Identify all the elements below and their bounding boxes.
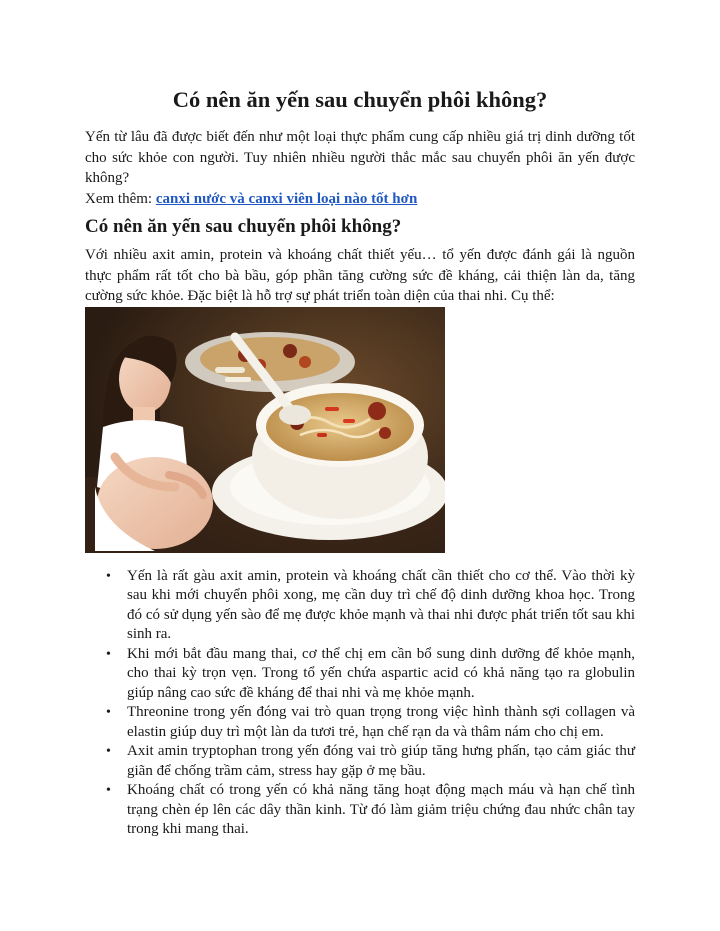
bullet-icon: • — [106, 744, 111, 759]
see-also-line — [85, 189, 635, 210]
list-item-text: Khi mới bắt đầu mang thai, cơ thể chị em cần bổ sung dinh dưỡng để khỏe mạnh, cho thai kỳ trọn vẹn. Trong tổ yến chứa aspartic acid có khả năng tạo ra globulin giúp nâng cao sức đề kháng để thai nhi và mẹ khỏe mạnh. — [127, 645, 635, 701]
list-item — [106, 742, 635, 781]
list-item-text: Axit amin tryptophan trong yến đóng vai trò giúp tăng hưng phấn, tạo cảm giác thư giãn để chống trầm cảm, stress hay gặp ở mẹ bầu. — [127, 743, 635, 779]
photo-illustration — [85, 307, 445, 553]
list-item-text: Threonine trong yến đóng vai trò quan trọng trong việc hình thành sợi collagen và elastin giúp duy trì một làn da tươi trẻ, hạn chế rạn da và thâm nám cho chị em. — [127, 704, 635, 740]
list-item — [106, 781, 635, 840]
section-paragraph: Với nhiều axit amin, protein và khoáng chất thiết yếu… tổ yến được đánh gái là nguồn thực phẩm rất tốt cho bà bầu, góp phần tăng cường sức đề kháng, cải thiện làn da, tăng cường sức khỏe. Đặc biệt là hỗ trợ sự phát triển toàn diện của thai nhi. Cụ thể: — [85, 247, 635, 304]
intro-paragraph: Yến từ lâu đã được biết đến như một loại thực phẩm cung cấp nhiều giá trị dinh dưỡng tốt cho sức khỏe con người. Tuy nhiên nhiều người thắc mắc sau chuyển phôi ăn yến được không? — [85, 129, 635, 186]
list-item-text: Yến là rất gàu axit amin, protein và khoáng chất cần thiết cho cơ thể. Vào thời kỳ sau khi mới chuyển phôi xong, mẹ cần duy trì chế độ dinh dưỡng khoa học. Trong đó có sử dụng yến sào để mẹ được khỏe mạnh và thai nhi được phát triển tốt sau khi sinh ra. — [127, 567, 635, 642]
list-item — [106, 645, 635, 704]
see-also-label: Xem thêm: — [85, 190, 156, 207]
document-content — [85, 86, 635, 840]
pregnant-woman-bird-nest-soup-photo — [85, 307, 445, 553]
bullet-icon: • — [106, 568, 111, 584]
bullet-icon: • — [106, 705, 111, 720]
bullet-icon: • — [106, 783, 111, 798]
benefits-list — [85, 567, 635, 840]
list-item — [106, 567, 635, 645]
list-item-text: Khoáng chất có trong yến có khả năng tăng hoạt động mạch máu và hạn chế tình trạng chèn ép lên các dây thần kinh. Từ đó làm giảm triệu chứng đau nhức chân tay trong khi mang thai. — [127, 782, 635, 837]
page-title: Có nên ăn yến sau chuyển phôi không? — [172, 87, 548, 112]
list-item — [106, 703, 635, 742]
bullet-icon: • — [106, 646, 111, 662]
section-heading: Có nên ăn yến sau chuyển phôi không? — [85, 216, 402, 237]
see-also-link[interactable]: canxi nước và canxi viên loại nào tốt hơn — [155, 190, 418, 207]
